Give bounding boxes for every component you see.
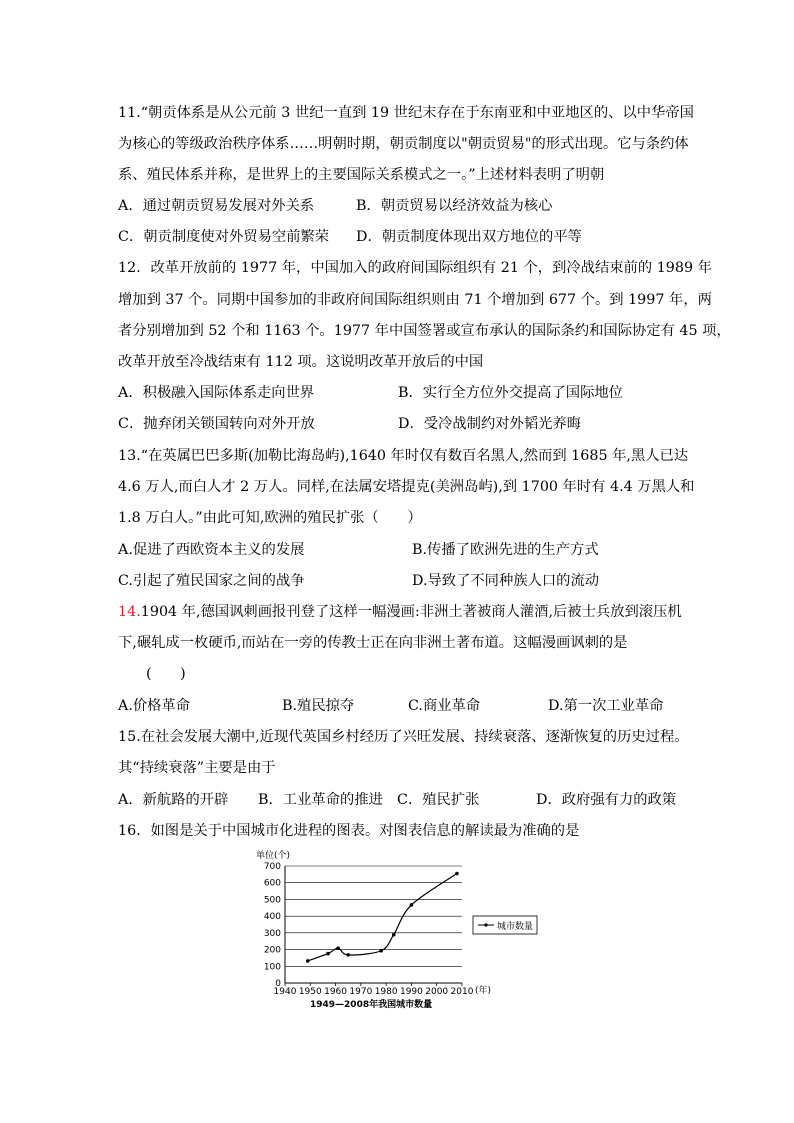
q11-line-1: 11.“朝贡体系是从公元前 3 世纪一直到 19 世纪末存在于东南亚和中亚地区的、以中华帝国 — [118, 105, 694, 121]
x-tick-label: 2010 — [450, 987, 474, 997]
y-tick-label: 600 — [263, 878, 281, 889]
q12-line-1: 12．改革开放前的 1977 年，中国加入的政府间国际组织有 21 个，到冷战结束前的 1989 年 — [118, 260, 712, 276]
q16-line: 16．如图是关于中国城市化进程的图表。对图表信息的解读最为准确的是 — [118, 823, 580, 839]
q13-option-b: B.传播了欧洲先进的生产方式 — [412, 542, 599, 558]
q11-option-a: A．通过朝贡贸易发展对外关系 — [118, 198, 315, 214]
q15-option-b: B．工业革命的推进 — [258, 792, 383, 808]
q14-number: 14. — [118, 604, 141, 620]
q14-answer-blank: ( ) — [146, 666, 186, 682]
q15-option-a: A．新航路的开辟 — [118, 792, 229, 808]
q12-line-3: 者分别增加到 52 个和 1163 个。1977 年中国签署或宣布承认的国际条约和国际协定有 45 项， — [118, 323, 731, 339]
y-tick-labels — [264, 862, 281, 989]
data-point — [326, 952, 330, 956]
x-tick-label: 1960 — [324, 987, 348, 997]
q12-option-d: D．受冷战制约对外韬光养晦 — [398, 416, 582, 432]
series-line-city-count — [308, 874, 457, 961]
legend-label: 城市数量 — [497, 922, 534, 932]
data-point — [455, 872, 459, 876]
x-tick-labels — [274, 987, 474, 997]
q12-option-a: A．积极融入国际体系走向世界 — [118, 385, 315, 401]
q11-line-2: 为核心的等级政治秩序体系……明朝时期，朝贡制度以"朝贡贸易"的形式出现。它与条约体 — [118, 136, 689, 152]
data-point — [379, 949, 383, 953]
q12-line-2: 增加到 37 个。同期中国参加的非政府间国际组织则由 71 个增加到 677 个。到 1997 年，两 — [118, 292, 712, 308]
x-tick-label: 2000 — [425, 987, 449, 997]
q13-option-a: A.促进了西欧资本主义的发展 — [118, 542, 305, 558]
y-tick-label: 200 — [263, 945, 281, 956]
y-tick-label: 100 — [263, 962, 281, 973]
q14-line-1-text: 1904 年,德国讽刺画报刊登了这样一幅漫画:非洲土著被商人灌酒,后被士兵放到滚压机 — [140, 604, 682, 620]
q15-line-2: 其“持续衰落”主要是由于 — [118, 760, 276, 776]
chart-legend — [473, 916, 537, 934]
q13-line-3: 1.8 万白人。”由此可知,欧洲的殖民扩张（ ） — [118, 510, 422, 526]
data-point — [306, 959, 310, 963]
q11-option-d: D．朝贡制度体现出双方地位的平等 — [356, 229, 582, 245]
q14-line-2: 下,碾轧成一枚硬币,而站在一旁的传教士正在向非洲土著布道。这幅漫画讽刺的是 — [118, 635, 628, 651]
data-point — [346, 953, 350, 957]
data-point — [410, 903, 414, 907]
chart-title: 1949—2008年我国城市数量 — [310, 1000, 433, 1010]
q12-option-b: B．实行全方位外交提高了国际地位 — [398, 385, 623, 401]
q13-line-1: 13.“在英属巴巴多斯(加勒比海岛屿),1640 年时仅有数百名黑人,然而到 1685 年,黑人已达 — [118, 448, 689, 464]
y-tick-label: 700 — [263, 862, 281, 872]
q11-option-b: B．朝贡贸易以经济效益为核心 — [356, 198, 553, 214]
y-tick-label: 500 — [263, 895, 281, 906]
q14-option-d: D.第一次工业革命 — [548, 698, 664, 714]
y-tick-label: 400 — [263, 912, 281, 923]
q12-line-4: 改革开放至冷战结束有 112 项。这说明改革开放后的中国 — [118, 354, 484, 370]
y-axis-label: 单位(个) — [256, 851, 291, 861]
q15-line-1: 15.在社会发展大潮中,近现代英国乡村经历了兴旺发展、持续衰落、逐渐恢复的历史过程。 — [118, 729, 689, 745]
q14-option-c: C.商业革命 — [408, 698, 481, 714]
x-tick-label: 1940 — [273, 987, 297, 997]
x-axis-label: (年) — [475, 986, 492, 996]
q13-option-d: D.导致了不同种族人口的流动 — [412, 573, 600, 589]
q14-option-a: A.价格革命 — [118, 698, 191, 714]
chart-series — [306, 872, 459, 963]
chart-grid — [285, 866, 462, 966]
city-count-chart — [240, 844, 560, 1016]
y-tick-label: 0 — [275, 979, 281, 989]
legend-marker — [484, 923, 487, 926]
x-tick-label: 1990 — [399, 987, 423, 997]
q15-option-c: C．殖民扩张 — [397, 792, 480, 808]
q11-line-3: 系、殖民体系并称，是世界上的主要国际关系模式之一。”上述材料表明了明朝 — [118, 167, 605, 183]
x-tick-label: 1980 — [374, 987, 398, 997]
q14-line-1 — [118, 602, 682, 622]
q11-option-c: C．朝贡制度使对外贸易空前繁荣 — [118, 229, 330, 245]
q12-option-c: C．抛弃闭关锁国转向对外开放 — [118, 416, 315, 432]
chart-axes — [285, 866, 462, 986]
data-point — [336, 946, 340, 950]
data-point — [392, 933, 396, 937]
y-tick-label: 300 — [263, 928, 281, 939]
x-tick-label: 1950 — [298, 987, 322, 997]
x-tick-label: 1970 — [349, 987, 373, 997]
q13-line-2: 4.6 万人,而白人才 2 万人。同样,在法属安塔提克(美洲岛屿),到 1700 年时有 4.4 万黑人和 — [118, 479, 695, 495]
q15-option-d: D．政府强有力的政策 — [536, 792, 677, 808]
q13-option-c: C.引起了殖民国家之间的战争 — [118, 573, 305, 589]
q14-option-b: B.殖民掠夺 — [282, 698, 355, 714]
